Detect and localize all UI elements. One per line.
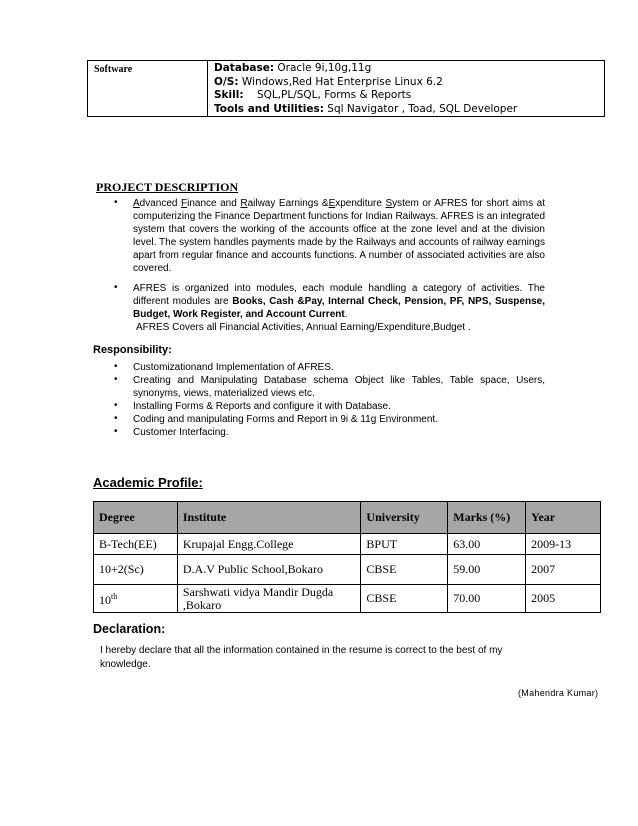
software-label: Software [88,61,208,116]
table-row [94,534,601,555]
university-cell: CBSE [361,585,448,613]
responsibility-item: Creating and Manipulating Database schema Object like Tables, Table space, Users, synonyms, views, materialized views etc. [133,375,545,399]
column-header-year: Year [526,502,601,534]
database-line: Database: Oracle 9i,10g,11g [214,62,372,74]
bullet-icon: • [114,361,118,372]
university-cell: BPUT [361,534,448,555]
bullet-icon: • [114,197,118,208]
institute-cell: D.A.V Public School,Bokaro [177,555,361,585]
project-paragraph-2: AFRES is organized into modules, each module handling a category of activities. The different modules are Books, Cash &Pay, Internal Check, Pension, PF, NPS, Suspense, Budget, Work Register, and Account Current. [133,283,545,320]
responsibility-item: Customer Interfacing. [133,427,229,438]
software-details [208,61,604,118]
year-cell: 2007 [526,555,601,585]
year-cell: 2009-13 [526,534,601,555]
column-header-university: University [361,502,448,534]
bullet-icon: • [114,374,118,385]
marks-cell: 59.00 [448,555,526,585]
year-cell: 2005 [526,585,601,613]
column-header-marks: Marks (%) [448,502,526,534]
responsibility-heading: Responsibility: [93,344,172,356]
degree-cell: 10+2(Sc) [94,555,178,585]
marks-cell: 70.00 [448,585,526,613]
column-header-degree: Degree [94,502,178,534]
bullet-icon: • [114,282,118,293]
bullet-icon: • [114,400,118,411]
degree-cell: 10th [94,585,178,613]
project-paragraph-2-line2: AFRES Covers all Financial Activities, Annual Earning/Expenditure,Budget . [136,322,471,333]
academic-table [93,501,601,613]
responsibility-item: Customizationand Implementation of AFRES. [133,362,334,373]
institute-cell: Sarshwati vidya Mandir Dugda ,Bokaro [177,585,361,613]
project-paragraph-1: Advanced Finance and Railway Earnings &Expenditure System or AFRES for short aims at computerizing the Finance Department functions for Indian Railways. AFRES is an integrated system that covers the working of the accounts office at the zone level and at the division level. The system handles payments made by the Railways and accounts of railway earnings apart from regular finance and accounts functions. A number of associated activities are also covered. [133,198,546,274]
skill-line: Skill: SQL,PL/SQL, Forms & Reports [214,89,412,101]
responsibility-item: Installing Forms & Reports and configure it with Database. [133,401,391,412]
project-description-heading: PROJECT DESCRIPTION [96,180,239,194]
university-cell: CBSE [361,555,448,585]
institute-cell: Krupajal Engg.College [177,534,361,555]
table-row [94,585,601,613]
responsibility-item: Coding and manipulating Forms and Report in 9i & 11g Environment. [133,414,438,425]
software-table [87,60,605,117]
os-line: O/S: Windows,Red Hat Enterprise Linux 6.2 [214,75,443,88]
bullet-icon: • [114,426,118,437]
declaration-heading: Declaration: [93,622,166,636]
declaration-text: I hereby declare that all the information contained in the resume is correct to the best of my knowledge. [100,645,503,670]
bullet-icon: • [114,413,118,424]
signature: (Mahendra Kumar) [518,688,599,698]
academic-table-header [94,502,601,534]
tools-line: Tools and Utilities: Sql Navigator , Toad, SQL Developer [214,102,518,115]
degree-cell: B-Tech(EE) [94,534,178,555]
marks-cell: 63.00 [448,534,526,555]
table-row [94,555,601,585]
academic-profile-heading: Academic Profile: [93,475,203,490]
column-header-institute: Institute [177,502,361,534]
